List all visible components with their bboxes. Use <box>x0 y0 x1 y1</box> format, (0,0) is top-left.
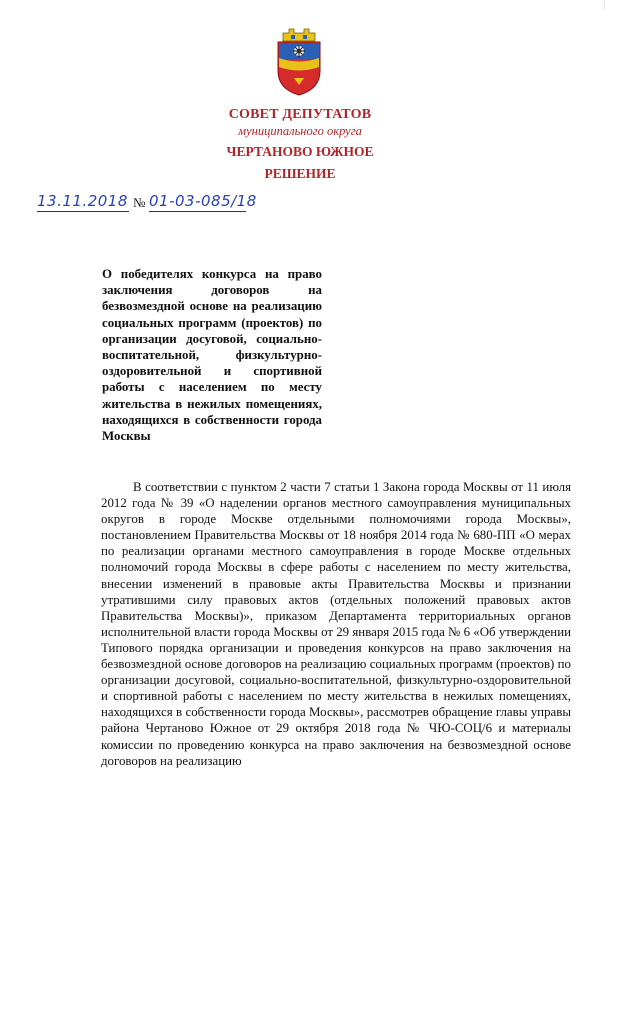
council-subtitle: муниципального округа <box>238 124 362 138</box>
coat-of-arms-icon <box>272 27 326 97</box>
district-name: ЧЕРТАНОВО ЮЖНОЕ <box>226 144 374 159</box>
number-sign: № <box>133 195 146 210</box>
decision-body-paragraph: В соответствии с пунктом 2 части 7 статьи 1 Закона города Москвы от 11 июля 2012 года № 39 «О наделении органов местного самоуправления муниципальных округов в городе Москве отдельными полномочиями города Москвы», постановлением Правительства Москвы от 18 ноября 2014 года № 680-ПП «О мерах по реализации органами местного самоуправления в городе Москве отдельных полномочий города Москвы в сфере работы с населением по месту жительства, внесении изменений в правовые акты Правительства Москвы и признании утратившими силу правовых актов (отдельных положений правовых актов Правительства Москвы)», приказом Департамента территориальных органов исполнительной власти города Москвы от 29 января 2015 года № 6 «Об утверждении Типового порядка организации и проведения конкурсов на право заключения на безвозмездной основе договоров на реализацию социальных программ (проектов) по организации досуговой, социально-воспитательной, физкультурно-оздоровительной и спортивной работы с населением по месту жительства в нежилых помещениях, находящихся в собственности города Москвы», рассмотрев обращение главы управы района Чертаново Южное от 29 октября 2018 года № ЧЮ-СОЦ/6 и материалы комиссии по проведению конкурса на право заключения на безвозмездной основе договоров на реализацию <box>101 480 571 768</box>
decision-date: 13.11.2018 <box>37 192 128 210</box>
document-type: РЕШЕНИЕ <box>264 166 336 181</box>
decision-number: 01-03-085/18 <box>149 192 257 210</box>
scan-edge-mark <box>604 0 605 10</box>
decision-subject: О победителях конкурса на право заключения договоров на безвозмездной основе на реализацию социальных программ (проектов) по организации досуговой, социально-воспитательной, физкультурно-оздоровительной и спортивной работы с населением по месту жительства в нежилых помещениях, находящихся в собственности города Москвы <box>102 267 322 444</box>
council-title: СОВЕТ ДЕПУТАТОВ <box>228 107 372 122</box>
